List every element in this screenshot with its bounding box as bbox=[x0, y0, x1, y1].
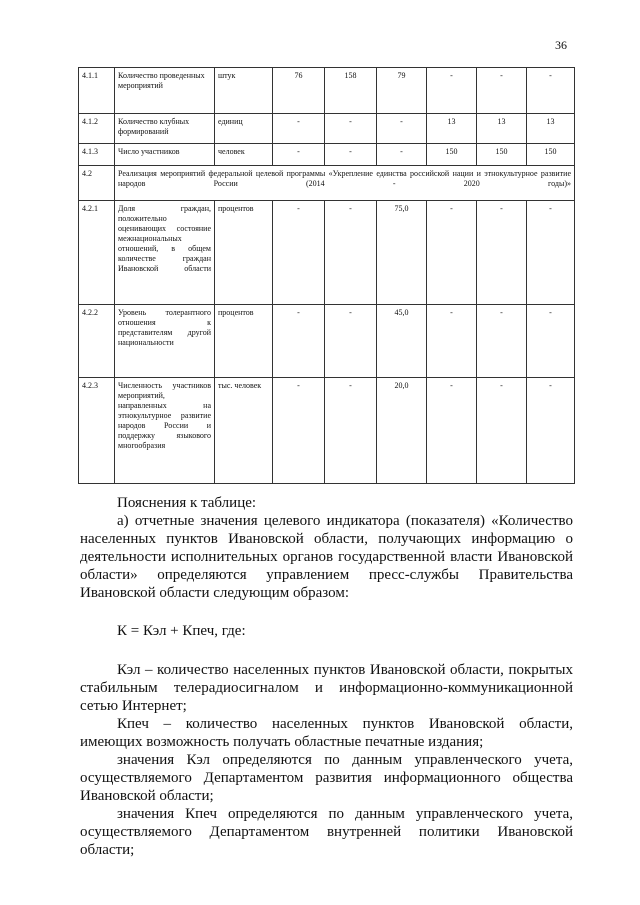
row-number: 4.2.1 bbox=[79, 201, 115, 305]
value-cell: - bbox=[477, 378, 527, 484]
row-number: 4.1.3 bbox=[79, 144, 115, 166]
value-cell: 150 bbox=[477, 144, 527, 166]
value-cell: - bbox=[325, 305, 377, 378]
source-kel: значения Кэл определяются по данным управленческого учета, осуществляемого Департаментом развития информационного общества Ивановской области; bbox=[80, 752, 573, 804]
value-cell: - bbox=[527, 201, 575, 305]
value-cell: - bbox=[477, 305, 527, 378]
value-cell: - bbox=[527, 68, 575, 114]
note-a: а) отчетные значения целевого индикатора (показателя) «Количество населенных пунктов Ивановской области, получающих информацию о деятельности исполнительных органов государственной власти Ивановской области» определяются управлением пресс-службы Правительства Ивановской области следующим образом: bbox=[80, 513, 573, 601]
value-cell: - bbox=[427, 378, 477, 484]
value-cell: 45,0 bbox=[377, 305, 427, 378]
row-number: 4.2.2 bbox=[79, 305, 115, 378]
definition-kel: Кэл – количество населенных пунктов Ивановской области, покрытых стабильным телерадиосигналом и информационно-коммуникационной сетью Интернет; bbox=[80, 662, 573, 714]
row-number: 4.1.2 bbox=[79, 114, 115, 144]
row-number: 4.2 bbox=[79, 166, 115, 201]
table-row bbox=[79, 68, 575, 114]
indicator-name: Уровень толерантного отношения к представителям другой национальности bbox=[115, 305, 215, 378]
page-number: 36 bbox=[555, 38, 567, 52]
unit: процентов bbox=[215, 201, 273, 305]
value-cell: 13 bbox=[527, 114, 575, 144]
indicator-name: Число участников bbox=[115, 144, 215, 166]
table-row bbox=[79, 114, 575, 144]
notes-heading: Пояснения к таблице: bbox=[117, 495, 257, 511]
value-cell: 13 bbox=[427, 114, 477, 144]
table-notes bbox=[80, 494, 573, 859]
table-row bbox=[79, 201, 575, 305]
value-cell: - bbox=[477, 201, 527, 305]
value-cell: 76 bbox=[273, 68, 325, 114]
value-cell: 158 bbox=[325, 68, 377, 114]
value-cell: - bbox=[427, 68, 477, 114]
value-cell: 150 bbox=[527, 144, 575, 166]
value-cell: - bbox=[427, 305, 477, 378]
definition-kpech: Кпеч – количество населенных пунктов Ивановской области, имеющих возможность получать областные печатные издания; bbox=[80, 716, 573, 750]
value-cell: - bbox=[325, 114, 377, 144]
indicator-name: Доля граждан, положительно оценивающих состояние межнациональных отношений, в общем количестве граждан Ивановской области bbox=[115, 201, 215, 305]
value-cell: - bbox=[273, 378, 325, 484]
value-cell: - bbox=[427, 201, 477, 305]
row-number: 4.1.1 bbox=[79, 68, 115, 114]
value-cell: - bbox=[325, 201, 377, 305]
indicator-name: Количество проведенных мероприятий bbox=[115, 68, 215, 114]
value-cell: 20,0 bbox=[377, 378, 427, 484]
unit: штук bbox=[215, 68, 273, 114]
indicator-name: Количество клубных формирований bbox=[115, 114, 215, 144]
value-cell: 150 bbox=[427, 144, 477, 166]
value-cell: - bbox=[377, 114, 427, 144]
source-kpech: значения Кпеч определяются по данным управленческого учета, осуществляемого Департаментом внутренней политики Ивановской области; bbox=[80, 806, 573, 858]
value-cell: - bbox=[273, 144, 325, 166]
row-number: 4.2.3 bbox=[79, 378, 115, 484]
value-cell: - bbox=[325, 144, 377, 166]
formula: К = Кэл + Кпеч, где: bbox=[117, 623, 246, 639]
table-row bbox=[79, 305, 575, 378]
unit: процентов bbox=[215, 305, 273, 378]
value-cell: 79 bbox=[377, 68, 427, 114]
value-cell: - bbox=[527, 305, 575, 378]
section-title: Реализация мероприятий федеральной целевой программы «Укрепление единства российской нации и этнокультурное развитие народов России (2014 - 2020 годы)» bbox=[115, 166, 575, 201]
value-cell: 75,0 bbox=[377, 201, 427, 305]
value-cell: - bbox=[477, 68, 527, 114]
table-row bbox=[79, 166, 575, 201]
value-cell: - bbox=[273, 114, 325, 144]
value-cell: - bbox=[273, 201, 325, 305]
unit: тыс. человек bbox=[215, 378, 273, 484]
value-cell: - bbox=[377, 144, 427, 166]
unit: человек bbox=[215, 144, 273, 166]
unit: единиц bbox=[215, 114, 273, 144]
value-cell: - bbox=[273, 305, 325, 378]
table-row bbox=[79, 144, 575, 166]
indicator-name: Численность участников мероприятий, направленных на этнокультурное развитие народов России и поддержку языкового многообразия bbox=[115, 378, 215, 484]
table-row bbox=[79, 378, 575, 484]
value-cell: 13 bbox=[477, 114, 527, 144]
value-cell: - bbox=[527, 378, 575, 484]
value-cell: - bbox=[325, 378, 377, 484]
indicators-table bbox=[78, 67, 575, 484]
